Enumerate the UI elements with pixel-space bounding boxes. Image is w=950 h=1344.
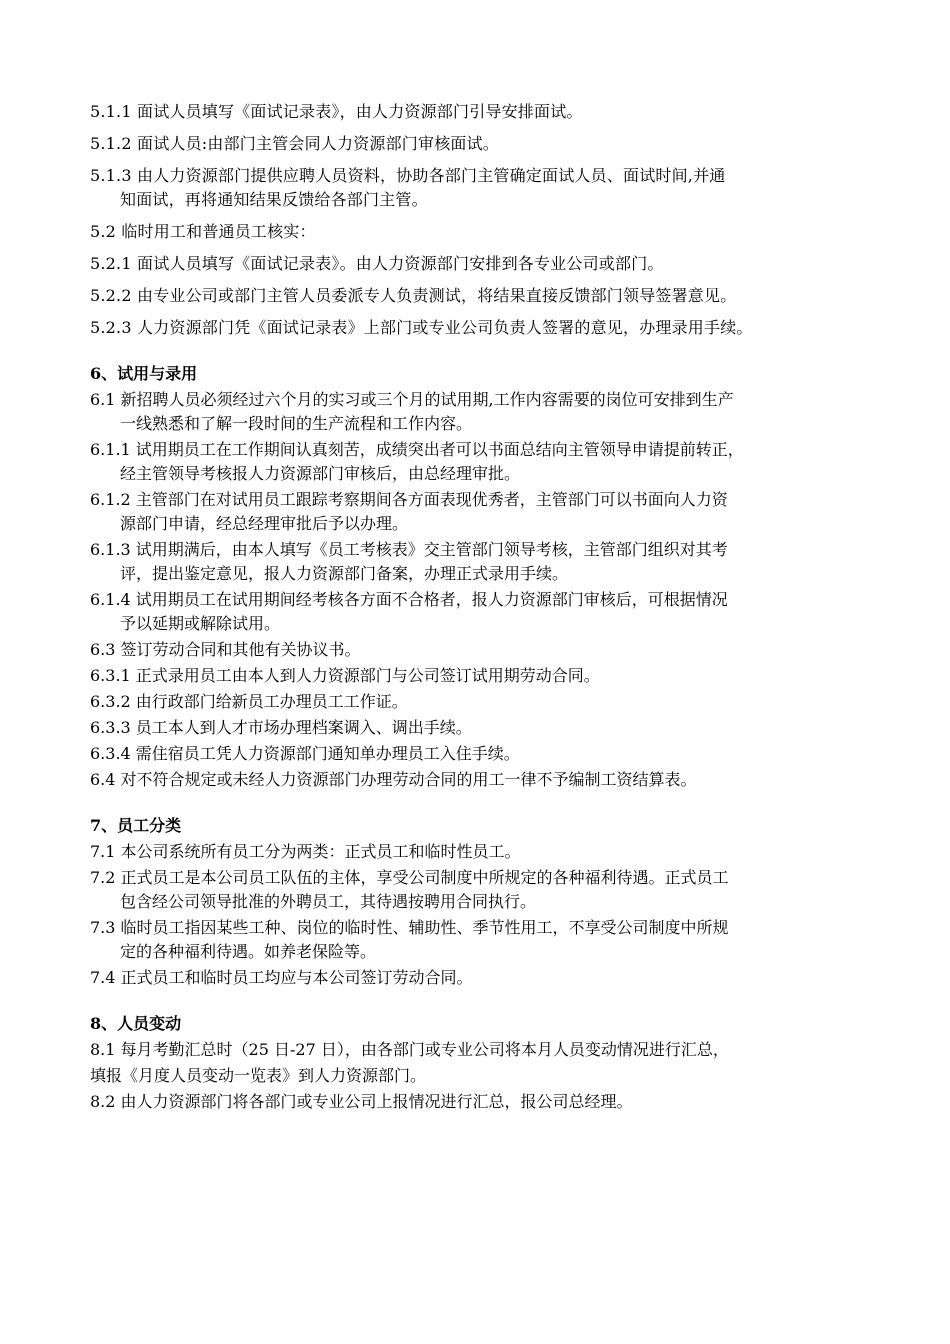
paragraph	[90, 438, 890, 486]
paragraph	[90, 1038, 890, 1062]
paragraph	[90, 132, 890, 156]
paragraph-continuation: 一线熟悉和了解一段时间的生产流程和工作内容。	[120, 414, 473, 433]
paragraph-text: 6.4 对不符合规定或未经人力资源部门办理劳动合同的用工一律不予编制工资结算表。	[90, 770, 697, 789]
paragraph-continuation: 予以延期或解除试用。	[120, 614, 281, 633]
paragraph-text: 6.3.1 正式录用员工由本人到人力资源部门与公司签订试用期劳动合同。	[90, 666, 600, 685]
paragraph-text: 7.4 正式员工和临时员工均应与本公司签订劳动合同。	[90, 968, 473, 987]
paragraph-text: 6.1.1 试用期员工在工作期间认真刻苦，成绩突出者可以书面总结向主管领导申请提前转正，	[90, 440, 744, 459]
paragraph-text: 5.2.3 人力资源部门凭《面试记录表》上部门或专业公司负责人签署的意见，办理录用手续。	[90, 318, 753, 337]
paragraph-continuation: 知面试，再将通知结果反馈给各部门主管。	[120, 190, 428, 209]
paragraph-text: 6.1.4 试用期员工在试用期间经考核各方面不合格者，报人力资源部门审核后，可根据情况	[90, 590, 728, 609]
paragraph-continuation: 包含经公司领导批准的外聘员工，其待遇按聘用合同执行。	[120, 892, 537, 911]
paragraph-text: 8.1 每月考勤汇总时（25 日-27 日），由各部门或专业公司将本月人员变动情况进行汇总，	[90, 1040, 729, 1059]
paragraph	[90, 220, 890, 244]
paragraph-text: 5.1.2 面试人员:由部门主管会同人力资源部门审核面试。	[90, 134, 499, 153]
paragraph-continuation: 源部门申请，经总经理审批后予以办理。	[120, 514, 409, 533]
paragraph	[90, 252, 890, 276]
paragraph-text: 6.3.4 需住宿员工凭人力资源部门通知单办理员工入住手续。	[90, 744, 520, 763]
section-7	[90, 814, 890, 990]
paragraph-text: 6.1.3 试用期满后，由本人填写《员工考核表》交主管部门领导考核，主管部门组织对其考	[90, 540, 728, 559]
paragraph	[90, 388, 890, 436]
paragraph	[90, 768, 890, 792]
paragraph	[90, 488, 890, 536]
paragraph	[90, 588, 890, 636]
paragraph-text: 7.2 正式员工是本公司员工队伍的主体，享受公司制度中所规定的各种福利待遇。正式员工	[90, 868, 729, 887]
paragraph	[90, 742, 890, 766]
paragraph	[90, 284, 890, 308]
paragraph	[90, 538, 890, 586]
paragraph	[90, 664, 890, 688]
paragraph	[90, 840, 890, 864]
paragraph-text: 填报《月度人员变动一览表》到人力资源部门。	[90, 1066, 427, 1085]
paragraph-text: 6.3.2 由行政部门给新员工办理员工工作证。	[90, 692, 408, 711]
paragraph	[90, 164, 890, 212]
paragraph-text: 5.2 临时用工和普通员工核实：	[90, 222, 316, 241]
paragraph	[90, 316, 890, 340]
paragraph	[90, 716, 890, 740]
paragraph	[90, 916, 890, 964]
paragraph	[90, 866, 890, 914]
paragraph-text: 5.2.2 由专业公司或部门主管人员委派专人负责测试，将结果直接反馈部门领导签署意见。	[90, 286, 737, 305]
paragraph-text: 5.1.1 面试人员填写《面试记录表》，由人力资源部门引导安排面试。	[90, 102, 583, 121]
section-heading: 6、试用与录用	[90, 364, 198, 383]
paragraph	[90, 1090, 890, 1114]
section-heading: 7、员工分类	[90, 816, 182, 835]
paragraph-continuation: 评，提出鉴定意见，报人力资源部门备案，办理正式录用手续。	[120, 564, 569, 583]
paragraph	[90, 638, 890, 662]
paragraph-text: 6.1 新招聘人员必须经过六个月的实习或三个月的试用期,工作内容需要的岗位可安排到生产	[90, 390, 734, 409]
paragraph-continuation: 经主管领导考核报人力资源部门审核后，由总经理审批。	[120, 464, 521, 483]
paragraph-text: 8.2 由人力资源部门将各部门或专业公司上报情况进行汇总，报公司总经理。	[90, 1092, 633, 1111]
paragraph-text: 7.1 本公司系统所有员工分为两类：正式员工和临时性员工。	[90, 842, 521, 861]
section-heading: 8、人员变动	[90, 1014, 182, 1033]
section-6	[90, 362, 890, 792]
section-8	[90, 1012, 890, 1114]
paragraph-text: 7.3 临时员工指因某些工种、岗位的临时性、辅助性、季节性用工，不享受公司制度中所规	[90, 918, 729, 937]
paragraph	[90, 690, 890, 714]
paragraph	[90, 966, 890, 990]
paragraph-text: 6.3 签订劳动合同和其他有关协议书。	[90, 640, 361, 659]
paragraph	[90, 1064, 890, 1088]
paragraph	[90, 100, 890, 124]
section-5-continuation	[90, 100, 890, 340]
paragraph-text: 6.1.2 主管部门在对试用员工跟踪考察期间各方面表现优秀者，主管部门可以书面向人力资	[90, 490, 728, 509]
paragraph-continuation: 定的各种福利待遇。如养老保险等。	[120, 942, 377, 961]
paragraph-text: 6.3.3 员工本人到人才市场办理档案调入、调出手续。	[90, 718, 472, 737]
paragraph-text: 5.1.3 由人力资源部门提供应聘人员资料，协助各部门主管确定面试人员、面试时间,并通	[90, 166, 726, 185]
paragraph-text: 5.2.1 面试人员填写《面试记录表》。由人力资源部门安排到各专业公司或部门。	[90, 254, 664, 273]
